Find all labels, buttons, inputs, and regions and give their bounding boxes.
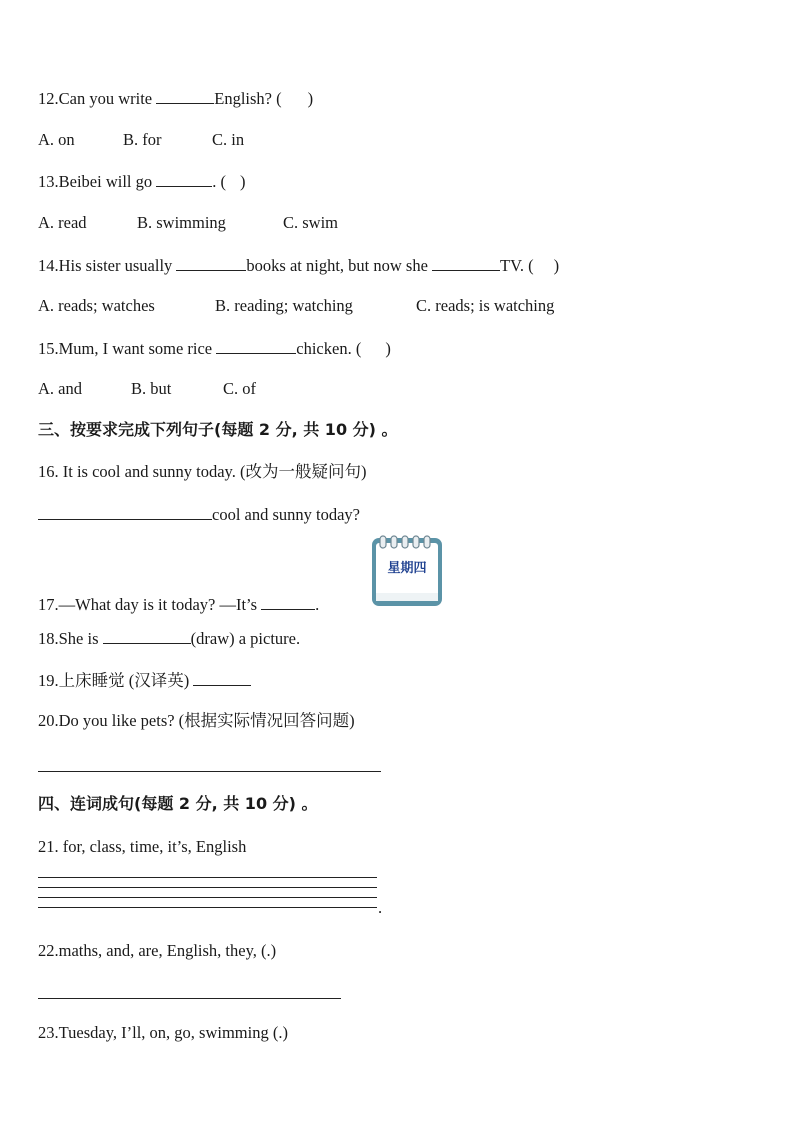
answer-blank[interactable] xyxy=(176,255,246,271)
question-12-text: 12.Can you write xyxy=(38,89,157,108)
option-c[interactable]: C. swim xyxy=(283,213,339,232)
answer-line[interactable] xyxy=(38,771,381,772)
question-17-text: 17.—What day is it today? —It’s xyxy=(38,595,262,614)
option-b[interactable]: B. for xyxy=(123,130,162,149)
option-c[interactable]: C. in xyxy=(212,130,245,149)
question-23: 23.Tuesday, I’ll, on, go, swimming (.) xyxy=(38,1023,288,1042)
option-a[interactable]: A. on xyxy=(38,130,75,149)
question-12-text: English? ( xyxy=(214,89,282,108)
section-4-heading: 四、连词成句(每题 2 分, 共 10 分) 。 xyxy=(38,794,318,813)
question-17: 17.—What day is it today? —It’s . xyxy=(38,595,320,614)
answer-line[interactable] xyxy=(38,998,341,999)
question-14: 14.His sister usually books at night, but now she TV. ( ) xyxy=(38,256,560,275)
answer-blank[interactable] xyxy=(103,628,191,644)
writing-line[interactable] xyxy=(38,897,377,898)
question-15-options xyxy=(38,379,256,399)
option-c[interactable]: C. of xyxy=(223,379,256,398)
question-12-options xyxy=(38,130,244,150)
answer-blank[interactable] xyxy=(216,338,296,354)
question-13-options xyxy=(38,213,338,233)
section-3-heading: 三、按要求完成下列句子(每题 2 分, 共 10 分) 。 xyxy=(38,420,398,439)
question-13-text: 13.Beibei will go xyxy=(38,172,157,191)
question-16-answer: cool and sunny today? xyxy=(38,504,360,525)
question-18: 18.She is (draw) a picture. xyxy=(38,629,301,648)
answer-blank[interactable] xyxy=(432,255,500,271)
calendar-label: 星期四 xyxy=(387,561,427,576)
answer-blank[interactable] xyxy=(156,88,214,104)
answer-blank[interactable] xyxy=(38,504,212,520)
option-c[interactable]: C. reads; is watching xyxy=(416,296,555,315)
option-b[interactable]: B. but xyxy=(131,379,172,398)
question-16: 16. It is cool and sunny today. (改为一般疑问句) xyxy=(38,462,367,481)
answer-blank[interactable] xyxy=(193,670,251,686)
option-a[interactable]: A. reads; watches xyxy=(38,296,155,315)
question-15: 15.Mum, I want some rice chicken. ( ) xyxy=(38,339,391,358)
end-period: . xyxy=(378,898,383,917)
question-22: 22.maths, and, are, English, they, (.) xyxy=(38,941,277,960)
option-a[interactable]: A. read xyxy=(38,213,87,232)
question-14-text: 14.His sister usually xyxy=(38,256,177,275)
answer-blank[interactable] xyxy=(156,171,212,187)
option-a[interactable]: A. and xyxy=(38,379,82,398)
question-19 xyxy=(38,670,251,691)
writing-line[interactable] xyxy=(38,887,377,888)
question-13: 13.Beibei will go . ( ) xyxy=(38,172,246,191)
question-19-text: 19.上床睡觉 (汉译英) xyxy=(38,671,194,690)
question-21: 21. for, class, time, it’s, English xyxy=(38,837,247,856)
calendar-icon xyxy=(371,535,443,607)
answer-blank[interactable] xyxy=(261,594,315,610)
question-18-text: 18.She is xyxy=(38,629,103,648)
question-20: 20.Do you like pets? (根据实际情况回答问题) xyxy=(38,711,355,730)
question-12: 12.Can you write English? ( ) xyxy=(38,89,314,108)
writing-line[interactable] xyxy=(38,907,377,908)
writing-line[interactable] xyxy=(38,877,377,878)
question-14-options xyxy=(38,296,554,316)
option-b[interactable]: B. swimming xyxy=(137,213,226,232)
question-15-text: 15.Mum, I want some rice xyxy=(38,339,217,358)
option-b[interactable]: B. reading; watching xyxy=(215,296,353,315)
